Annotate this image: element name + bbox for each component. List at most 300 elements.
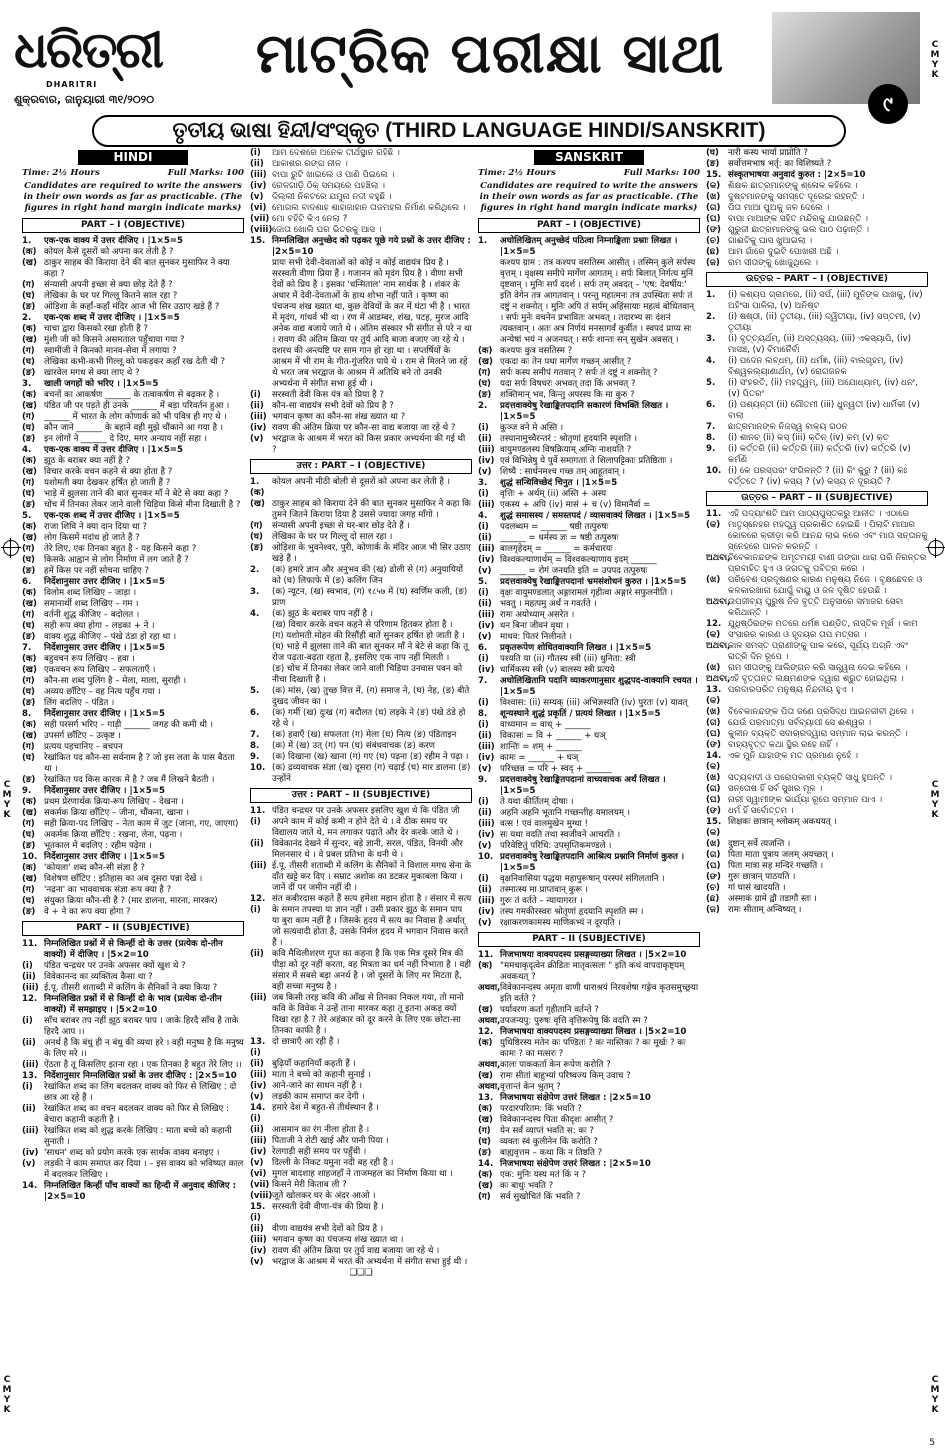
item-text: लेखिका कभी-कभी गिल्लू को पकड़कर कहाँ रख देती थी ? bbox=[44, 357, 226, 367]
text-row bbox=[478, 610, 700, 621]
item-number: 10. bbox=[22, 852, 38, 862]
item-text: लड़की ने काम समाप्त कर दिया । – इस वाक्य को भविष्यत काल में बदलकर लिखिए । bbox=[44, 1159, 244, 1180]
text-row bbox=[250, 686, 472, 708]
item-number: अथवा, bbox=[478, 1060, 501, 1070]
text-row bbox=[706, 356, 928, 378]
text-row bbox=[22, 939, 244, 961]
text-row bbox=[22, 1082, 244, 1104]
answer-list bbox=[250, 477, 472, 785]
item-text: कालः पाककर्ता केन रूपेण करोति ? bbox=[500, 1060, 611, 1070]
item-number: (iii) bbox=[478, 819, 495, 829]
text-row bbox=[478, 401, 700, 423]
item-text: ते यथा कीर्तितम् दोषाः । bbox=[500, 797, 574, 807]
text-row bbox=[22, 346, 244, 357]
item-text: खारवेल मगध से क्या लाए थे ? bbox=[44, 368, 140, 378]
text-row bbox=[250, 148, 472, 159]
answer-list bbox=[250, 806, 472, 1268]
text-row bbox=[478, 236, 700, 258]
item-number: 5. bbox=[478, 577, 488, 587]
item-text: युधिष्ठिरस्य मतेन कः पण्डितः ? कः नास्तिकः ? कः मूर्खः ? कः कामः ? का मत्सरः ? bbox=[500, 1038, 686, 1059]
item-text: संयुक्त क्रिया कौन-सी है ? (मार डालना, मारना, मारकर) bbox=[44, 896, 218, 906]
item-number: (iv) bbox=[250, 181, 267, 191]
text-row bbox=[478, 731, 700, 742]
item-number: (i) bbox=[478, 522, 489, 532]
item-number bbox=[250, 258, 272, 390]
item-text: भाड़े में झुलसा ताने की बात सुनकर माँ ने बेटे से क्या कहा ? bbox=[44, 489, 229, 499]
text-row bbox=[22, 500, 244, 511]
text-row bbox=[706, 894, 928, 905]
item-number: (ङ) bbox=[22, 302, 36, 312]
item-text: चाचा द्वारा किसको रखा होती है ? bbox=[44, 324, 148, 334]
text-row bbox=[22, 676, 244, 687]
item-number: (iii) bbox=[250, 1136, 267, 1146]
item-text: खाली जगहों को भरिए । |1×5=5 bbox=[44, 379, 159, 389]
item-number: (iii) bbox=[22, 1060, 39, 1070]
item-text: पिताजी ने रोटी खाई और पानी पिया । bbox=[272, 1136, 389, 1146]
item-text: वर्तनी शुद्ध कीजिए – बदोलत । bbox=[44, 610, 140, 620]
text-row bbox=[706, 170, 928, 181]
item-number: 1. bbox=[22, 236, 32, 246]
item-text: ଏକ ମୁନି ଯାହାଙ୍କ ମତ ପ୍ରମାଣ ନୁହେଁ । bbox=[728, 751, 858, 761]
question-list bbox=[22, 939, 244, 1203]
item-text: ବାହ୍ୟବୃତ୍ତ କଥା ସ୍ଥିର ରହେ ନାହିଁ । bbox=[728, 740, 839, 750]
item-text: ପରଦାରପରିତ ମନୁଷ୍ୟ ନିନ୍ଦନୀୟ ହୁଏ । bbox=[728, 685, 854, 695]
item-text: रक्षाकरणकामस्य माणिकभ्यं न दूरयति । bbox=[500, 918, 621, 928]
item-text: शुद्धं सन्धिविच्छेदं चिनुत । |1×5=5 bbox=[500, 478, 618, 488]
item-text: वृत्तान्तं केन श्रुतम् ? bbox=[500, 1082, 561, 1092]
hindi-answers-column bbox=[250, 148, 472, 1279]
item-number: (ii) bbox=[22, 972, 36, 982]
item-text: ସତ୍ୟବାଦୀ ଓ ପରୋପକାରୀ ବ୍ୟକ୍ତି ସାଧୁ ହୁଅନ୍ତି । bbox=[728, 773, 892, 783]
item-text: पंडित चन्द्रधर पर उनके अफसर इसलिए खुश थे कि पंडित जी अपने काम में कोई कमी न होने देते थे । वे ठीक समय पर विद्यालय जाते थे, मन लगाकर पढ़ाते और देर करके जाते थे । bbox=[272, 806, 460, 838]
item-number: (ख) bbox=[22, 599, 37, 609]
text-row bbox=[250, 664, 472, 686]
item-number: (क) bbox=[22, 456, 37, 466]
item-number: (v) bbox=[250, 1092, 264, 1102]
text-row bbox=[22, 588, 244, 599]
text-row bbox=[22, 1071, 244, 1082]
text-row bbox=[478, 764, 700, 775]
text-row bbox=[22, 456, 244, 467]
newspaper-logo: ଧରିତ୍ରୀ bbox=[14, 20, 163, 79]
text-row bbox=[706, 597, 928, 619]
part-heading: PART – I (OBJECTIVE) bbox=[22, 218, 244, 233]
text-row bbox=[478, 1137, 700, 1148]
text-row bbox=[250, 741, 472, 752]
text-row bbox=[250, 806, 472, 839]
text-row bbox=[250, 949, 472, 993]
text-row bbox=[22, 236, 244, 247]
item-text: अधोलिखितानि पदानि व्याकरणानुसार शुद्धपद-वाक्यानि रचयत । |1×5=5 bbox=[500, 676, 698, 697]
text-row bbox=[478, 588, 700, 599]
item-text: झूठ के बराबर क्या नहीं है ? bbox=[44, 456, 131, 466]
text-row bbox=[22, 324, 244, 335]
text-row bbox=[22, 555, 244, 566]
item-number: (ଜ) bbox=[706, 905, 720, 915]
item-text: नारी कस्य भार्या प्राप्नोति ? bbox=[728, 148, 808, 158]
question-list bbox=[478, 236, 700, 929]
text-row bbox=[478, 643, 700, 654]
text-row bbox=[478, 1060, 700, 1071]
text-row bbox=[22, 972, 244, 983]
item-text: वाध्यमान = वाध् + ______ bbox=[500, 720, 591, 730]
item-number: (ग) bbox=[22, 478, 35, 488]
item-number: 1.(क) bbox=[250, 477, 265, 498]
item-text: ଆମ ଗାଁରେ ଦୁଇଟି ପୋଖରୀ ଅଛି । bbox=[728, 247, 839, 257]
text-row bbox=[478, 258, 700, 346]
item-number: 13. bbox=[478, 1093, 494, 1103]
text-row bbox=[478, 390, 700, 401]
text-row bbox=[22, 401, 244, 412]
item-text: तेरे लिए, एक तिनका बहुत है - यह किसने कहा ? bbox=[44, 544, 197, 554]
item-text: कवि मैथिलीशरण गुप्त का कहना है कि एक मित्र दूसरे मित्र की पीड़ा को दूर नहीं करता, वह मित्रता का धर्म नहीं निभाता है । वही संसार में सबसे बड़ा अनर्थ है । जो दूसरों के लिए मर मिटता है, वही सच्चा मनुष्य है । bbox=[272, 949, 472, 992]
item-number: (क) bbox=[22, 324, 37, 334]
item-text: ऐंठता है तू किसलिए इतना रहा । एक तिनका है बहुत तेरे लिए ।। bbox=[44, 1060, 242, 1070]
answer-list bbox=[706, 509, 928, 916]
question-list bbox=[22, 236, 244, 918]
item-number: (ख) bbox=[478, 1005, 493, 1015]
item-number: (ख) bbox=[478, 357, 493, 367]
item-number: (i) bbox=[478, 698, 489, 708]
item-number: 10. bbox=[706, 466, 722, 476]
text-row bbox=[478, 1038, 700, 1060]
item-text: सरस्वती देवी किस यंत्र को प्रिया है ? bbox=[272, 390, 384, 400]
text-row bbox=[250, 1059, 472, 1070]
item-text: विचार करके वचन कहने से क्या होता है ? bbox=[44, 467, 173, 477]
item-text: भूतकाल में बदलिए : रहीम पढ़ेगा । bbox=[44, 841, 152, 851]
exam-meta bbox=[22, 168, 244, 179]
text-row bbox=[706, 334, 928, 356]
text-row bbox=[478, 918, 700, 929]
text-row bbox=[478, 357, 700, 368]
text-row bbox=[250, 181, 472, 192]
item-text: रामः सीताम् अन्विष्यत् । bbox=[728, 905, 802, 915]
item-text: "ममचाकृदृत्वेन क्रीडितः मातृवत्सलः " इति कथं वापदाकृष्ट्यम् अवकथत् ? bbox=[500, 961, 685, 982]
text-row bbox=[250, 861, 472, 894]
text-row bbox=[478, 456, 700, 467]
text-row bbox=[478, 1126, 700, 1137]
text-row bbox=[22, 1038, 244, 1060]
text-row bbox=[22, 632, 244, 643]
item-number: (v) bbox=[478, 764, 492, 774]
item-text: ଦିଲ୍ଲୀ ନିକଟରେ ଯମୁନା ନଦୀ ବହୁଛି । bbox=[272, 192, 392, 202]
item-number: (घ) bbox=[22, 896, 35, 906]
exam-time: Time: 2½ Hours bbox=[22, 168, 100, 178]
item-number: (iii) bbox=[250, 993, 267, 1003]
item-number: (i) bbox=[250, 390, 261, 400]
item-text: रेखांकित शब्द का लिंग बदलकर वाक्य को फिर से लिखिए : दो छात्र आ रहे हैं । bbox=[44, 1082, 237, 1103]
item-text: (घ) भाड़े में झुलसा ताने की बात सुनकर माँ ने बेटे से कहा कि तू रोज पढ़ता-बढ़ता रहता है, इसलिए एक नाप नहीं मिलती । bbox=[272, 642, 469, 663]
item-text: (क) न्यूटन, (ख) स्वभाव, (ग) १८५७ में (घ) स्वर्णिम कली, (ङ) प्राण bbox=[272, 587, 468, 608]
text-row bbox=[250, 1081, 472, 1092]
item-text: निर्देशानुसार निम्नलिखित प्रश्नों के उत्तर दीजिए : |2×5=10 bbox=[44, 1071, 237, 1081]
item-text: वायुमण्डलस्य विषक्रियाम् अग्निः नाशयति ? bbox=[500, 445, 632, 455]
item-number: 6. bbox=[478, 643, 488, 653]
text-row bbox=[706, 247, 928, 258]
item-number: (ଖ) bbox=[706, 839, 721, 849]
text-row bbox=[478, 676, 700, 698]
item-text: निजभाषया संक्षेपेण उत्तरं लिखत : |2×5=10 bbox=[500, 1159, 651, 1169]
item-number: (क) bbox=[22, 390, 37, 400]
item-number: 9. bbox=[706, 444, 716, 454]
item-number: (iv) bbox=[478, 555, 495, 565]
item-text: ଶିକ୍ଷକ ଛାତ୍ରମାନଙ୍କୁ ଶ୍ଳୋକ କହିଲେ । bbox=[728, 181, 858, 191]
text-row bbox=[22, 610, 244, 621]
answer-heading: उत्तर : PART – II (SUBJECTIVE) bbox=[250, 788, 472, 803]
text-row bbox=[706, 214, 928, 225]
item-number: (ख) bbox=[22, 808, 37, 818]
item-number: (ङ) bbox=[22, 907, 36, 917]
item-number: (घ) bbox=[22, 753, 35, 763]
text-row bbox=[22, 412, 244, 423]
text-row bbox=[250, 1180, 472, 1191]
item-number: (ख) bbox=[478, 1181, 493, 1191]
item-text: कश्यपः कुत्र वसतिस्म ? bbox=[500, 346, 573, 356]
item-number: 11. bbox=[22, 939, 38, 949]
text-row bbox=[706, 751, 928, 773]
item-text: ଗାଈଟିକୁ ଘାସ ଖୁଆଇଲା । bbox=[728, 236, 813, 246]
item-text: रेखांकित पद कौन-सा सर्वनाम है ? जो इस लता के पास बैठता था । bbox=[44, 753, 235, 774]
item-number: (ଚ) bbox=[706, 236, 720, 246]
item-number: 2. bbox=[250, 565, 260, 575]
item-text: समानार्थी शब्द लिखिए – गम । bbox=[44, 599, 139, 609]
item-text: ई.पू. तीसरी शताब्दी में कलिंग के सैनिकों ने विशाल मगध सेना के दाँत खट्टे कर दिए । सम्राट अशोक का डटकर मुकाबला किया । जानें दीं पर जमीन नहीं दी । bbox=[272, 861, 472, 893]
item-number: 8. bbox=[22, 709, 32, 719]
text-row bbox=[478, 1027, 700, 1038]
item-number: ଅଥବା, bbox=[706, 597, 731, 607]
question-list bbox=[478, 950, 700, 1203]
item-number: (ङ) bbox=[478, 390, 492, 400]
item-text: साँच बराबर तप नहीं झूठ बराबर पाप । जाके हिरदै साँच है ताके हिरदै आप ।। bbox=[44, 1016, 239, 1037]
item-text: शून्यस्थाने शुद्धं प्रकृतिं / प्रत्ययं लिखत । |1×5=5 bbox=[500, 709, 661, 719]
item-text: (क) गर्मी (ख) दुःख (ग) बदौलत (घ) लड़के ने (ङ) पंखे ठंडे हो रहे थे । bbox=[272, 708, 466, 729]
item-text: निजभाषया वाक्यपदस्य प्रसङ्गव्याख्या लिखत । |5×2=10 bbox=[500, 1027, 687, 1037]
item-text: ଉପଜୀବ୍ୟ ପୁରୁଷ ନିଜ ବୃତ୍ତି ଅନୁସାରେ ସମାଜର ସେବା କରିଥାନ୍ତି । bbox=[728, 597, 904, 618]
text-row bbox=[706, 905, 928, 916]
item-number: (ଘ) bbox=[706, 861, 721, 871]
item-number: (ଗ) bbox=[706, 718, 721, 728]
item-text: रेखांकित शब्द का वचन बदलकर वाक्य को फिर से लिखिए : बेचारा कहानी कहती है । bbox=[44, 1104, 229, 1125]
item-number: (ii) bbox=[478, 731, 492, 741]
item-number: (i) bbox=[478, 874, 489, 884]
item-text: लड़की काम समाप्त कर देगी । bbox=[272, 1092, 365, 1102]
hindi-column bbox=[22, 148, 244, 1203]
text-row bbox=[478, 467, 700, 478]
item-text: निम्नलिखित प्रश्नों में से किन्हीं दो के भाव (प्रत्येक दो-तीन वाक्यों) में समझाइए । |5×2=10 bbox=[44, 994, 222, 1015]
item-text: ଗୁରୁଜୀ ଛାତ୍ରମାନଙ୍କୁ ଭଲ ପାଠ ପଢ଼ାନ୍ତି । bbox=[728, 225, 870, 235]
text-row bbox=[250, 543, 472, 565]
text-row bbox=[250, 730, 472, 741]
item-number: 9. bbox=[22, 786, 32, 796]
item-number: (i) bbox=[478, 797, 489, 807]
text-row bbox=[706, 181, 928, 192]
item-text: संस्कृतभाषया अनुवादं कुरुत : |2×5=10 bbox=[728, 170, 866, 180]
item-number: (घ) bbox=[22, 357, 35, 367]
text-row bbox=[478, 1016, 700, 1027]
item-number: (ग) bbox=[22, 346, 35, 356]
item-text: विलोम शब्द लिखिए – जाड़ा । bbox=[44, 588, 137, 598]
item-number: (i) bbox=[478, 654, 489, 664]
item-text: ठाकुर साहब को किराया देने की बात सुनकर मुसाफिर ने कहा कि तुमने जितने किराया दिया है उससे ज्यादा जगह माँगो । bbox=[272, 499, 471, 520]
text-row bbox=[478, 841, 700, 852]
item-number: (iv) bbox=[478, 621, 495, 631]
item-text: ନାରୀ ସ୍ୱାମୀଙ୍କ ଭାର୍ଯ୍ୟା ରୂପେ ସମ୍ମାନ ପାଏ । bbox=[728, 795, 883, 805]
item-text: सकर्मक क्रिया छाँटिए – जीना, चौंकना, खाना । bbox=[44, 808, 190, 818]
part-heading: PART – II (SUBJECTIVE) bbox=[478, 932, 700, 947]
item-text: निर्देशानुसार उत्तर दीजिए । |1×5=5 bbox=[44, 852, 165, 862]
item-number: (i) bbox=[22, 1016, 33, 1026]
item-text: विकासः = वि + ______ + घञ् bbox=[500, 731, 606, 741]
item-number: 2. bbox=[706, 312, 716, 322]
text-row bbox=[478, 478, 700, 489]
item-text: निर्देशानुसार उत्तर दीजिए । |1×5=5 bbox=[44, 709, 165, 719]
item-text: शिक्षकः छात्रान् श्लोकम् अकथयत् । bbox=[728, 817, 837, 827]
item-text: हमारे देश में बहुत-से तीर्थस्थान हैं । bbox=[272, 1103, 379, 1113]
text-row bbox=[22, 885, 244, 896]
item-text: दो छात्राएँ आ रही हैं । bbox=[272, 1037, 340, 1047]
text-row bbox=[22, 599, 244, 610]
text-row bbox=[706, 192, 928, 203]
item-text: बचनों का आकर्षण ______ के तत्वाकर्षण से बढ़कर है । bbox=[44, 390, 220, 400]
item-text: विवेकानन्द का व्यक्तित्व कैसा था ? bbox=[44, 972, 153, 982]
item-text: वे + ने का रूप क्या होगा ? bbox=[44, 907, 131, 917]
sanskrit-heading: SANSKRIT bbox=[534, 150, 644, 165]
item-text: विशेषण छाँटिए : इतिहास का अब दूसरा पन्ना देखें । bbox=[44, 874, 203, 884]
item-number bbox=[478, 258, 500, 346]
item-number: (घ) bbox=[22, 687, 35, 697]
item-text: ମୋଗଲ ବାଦଶାହ ଶାହାଜାହାନ ତାଜମହଲ ନିର୍ମାଣ କରିଥିଲେ । bbox=[272, 203, 466, 213]
text-row bbox=[22, 478, 244, 489]
item-text: परदारपरितम: किं भवति ? bbox=[500, 1104, 582, 1114]
text-row bbox=[250, 993, 472, 1037]
item-text: ମୋ ବହିଟି କିଏ ନେଲା ? bbox=[272, 214, 348, 224]
text-row bbox=[22, 544, 244, 555]
item-number: 12. bbox=[22, 994, 38, 1004]
item-text: गुरुः छात्रान् पाठयति । bbox=[728, 872, 796, 882]
item-number: (iv) bbox=[478, 753, 495, 763]
item-text: शिष्यै : सार्धनमश्च गच्छ तम् आहूतवान् । bbox=[500, 467, 626, 477]
item-text: सर्वोत्तमभाष भर्तृ: का विशिष्यते ? bbox=[728, 159, 832, 169]
item-number: 8. bbox=[706, 433, 716, 443]
item-text: पिता माता पुत्राय जलम् अयच्छत् । bbox=[728, 850, 834, 860]
item-text: 'साधन' शब्द को प्रयोग करके एक सार्थक वाक्य बनाइए । bbox=[44, 1148, 220, 1158]
item-text: गां घासं खादयति । bbox=[728, 883, 786, 893]
item-text: संत कबीरदास कहते हैं सत्य हमेशा महान होता है । संसार में सत्य के समान तपस्या या ज्ञान नहीं । उसी प्रकार झूठ के समान पाप या बुरा काम नहीं है । जिसके हृदय में सत्य का निवास है अर्थात् जो सत्यवादी होता है, उसके निर्मल हृदय में भगवान निवास करते हैं । bbox=[272, 894, 472, 948]
item-text: सः यथा वदति तथा स्वजीवने आचरति । bbox=[500, 830, 621, 840]
item-text: ओड़िशा के भुवनेश्वर, पुरी, कोणार्क के मंदिर आज भी सिर उठाए खड़े हैं । bbox=[272, 543, 471, 564]
text-row bbox=[478, 709, 700, 720]
text-row bbox=[250, 192, 472, 203]
item-number: (ग) bbox=[22, 676, 35, 686]
text-row bbox=[250, 1257, 472, 1268]
text-row bbox=[478, 566, 700, 577]
item-text: प्रदत्तवाक्येषु रेखाङ्कितपदानां भ्रमसंशोधनं कुरुत । |1×5=5 bbox=[500, 577, 687, 587]
text-row bbox=[478, 961, 700, 983]
text-row bbox=[478, 500, 700, 511]
text-row bbox=[250, 752, 472, 763]
item-number: 7. bbox=[22, 643, 32, 653]
item-text: निम्नलिखित अनुच्छेद को पढ़कर पूछे गये प्रश्नों के उत्तर दीजिए : |2×5=10 bbox=[272, 236, 471, 257]
item-number: (iv) bbox=[478, 665, 495, 675]
item-number: (ii) bbox=[250, 401, 264, 411]
item-number: (ग) bbox=[22, 280, 35, 290]
item-number: (क) bbox=[478, 1038, 493, 1048]
item-number: 5. bbox=[250, 686, 260, 696]
text-row bbox=[478, 1192, 700, 1203]
text-row bbox=[22, 445, 244, 456]
item-number: (v) bbox=[478, 632, 492, 642]
item-number: (ii) bbox=[250, 1125, 264, 1135]
item-number: (क) bbox=[478, 1170, 493, 1180]
item-number: 7. bbox=[706, 422, 716, 432]
item-text: राजा शिवि ने क्या दान दिया था ? bbox=[44, 522, 147, 532]
text-row bbox=[478, 533, 700, 544]
text-row bbox=[706, 861, 928, 872]
text-row bbox=[478, 720, 700, 731]
text-row bbox=[250, 1103, 472, 1125]
answer-list bbox=[706, 290, 928, 488]
item-number: 2. bbox=[22, 313, 32, 323]
item-number: (iii) bbox=[250, 170, 267, 180]
text-row bbox=[478, 621, 700, 632]
item-number: 2. bbox=[478, 401, 488, 411]
item-number: (ଖ) bbox=[706, 663, 721, 673]
text-row bbox=[478, 983, 700, 1005]
exam-instructions: Candidates are required to write the answers in their own words as far as practicable. (The figures in right hand margin indicate marks) bbox=[479, 181, 699, 213]
logo-subtitle: DHARITRI bbox=[46, 80, 98, 89]
text-row bbox=[706, 883, 928, 894]
text-row bbox=[22, 819, 244, 830]
text-row bbox=[22, 621, 244, 632]
item-text: व्यक्तः स्वं कुलीनेन किं करोति ? bbox=[500, 1137, 598, 1147]
text-row bbox=[22, 1060, 244, 1071]
item-number: (ख) bbox=[250, 499, 265, 509]
text-row bbox=[22, 522, 244, 533]
text-row bbox=[250, 839, 472, 861]
text-row bbox=[706, 850, 928, 861]
item-number: 15. bbox=[706, 170, 722, 180]
item-number: 14. bbox=[22, 1181, 38, 1191]
item-number: (क) bbox=[478, 1104, 493, 1114]
item-text: (ख) विचार करके वचन कहने से परिणाम हितकर होता है । bbox=[272, 620, 453, 630]
text-row bbox=[478, 577, 700, 588]
text-row bbox=[706, 795, 928, 806]
text-row bbox=[478, 654, 700, 665]
item-text: (क) दिखाना (ख) खाना (ग) गए (घ) पढ़ना (ङ) रहीम ने पढ़ा । bbox=[272, 752, 469, 762]
item-text: ଛାତ୍ରମାନଙ୍କ ନିଜସ୍ୱ ବାକ୍ୟ ଗଠନ bbox=[728, 422, 848, 432]
item-number: (iv) bbox=[22, 1148, 39, 1158]
item-text: संन्यासी अपनी इच्छा से क्या छोड़ देते हैं ? bbox=[44, 280, 173, 290]
page-title: ମାଟ୍ରିକ ପରୀକ୍ଷା ସାଥୀ bbox=[255, 22, 725, 85]
text-row bbox=[250, 894, 472, 949]
item-number: (vii) bbox=[250, 1180, 270, 1190]
text-row bbox=[250, 499, 472, 521]
item-number: (ii) bbox=[478, 434, 492, 444]
text-row bbox=[22, 852, 244, 863]
item-number: (ङ) bbox=[478, 1148, 492, 1158]
text-row bbox=[22, 994, 244, 1016]
item-number: (ङ) bbox=[22, 368, 36, 378]
text-row bbox=[706, 378, 928, 400]
item-text: ई.पू. तीसरी शताब्दी में कलिंग के सैनिकों ने क्या किया ? bbox=[44, 983, 218, 993]
item-number: (ङ) bbox=[706, 159, 720, 169]
text-row bbox=[22, 390, 244, 401]
text-row bbox=[250, 1070, 472, 1081]
item-number: 13. bbox=[22, 1071, 38, 1081]
item-text: (i) ପଶ୍ୟନ୍ତୀ (ii) ଗୌତମୀ (iii) ଧୁନ୍ୱତୀ (iv) ଧାର୍ମିକୀ (v) ବାଲା bbox=[728, 400, 920, 421]
exam-marks: Full Marks: 100 bbox=[167, 168, 244, 178]
item-text: ଆମ ଦେଶରେ ଅନେକ ତୀର୍ଥସ୍ଥାନ ରହିଛି । bbox=[272, 148, 400, 158]
